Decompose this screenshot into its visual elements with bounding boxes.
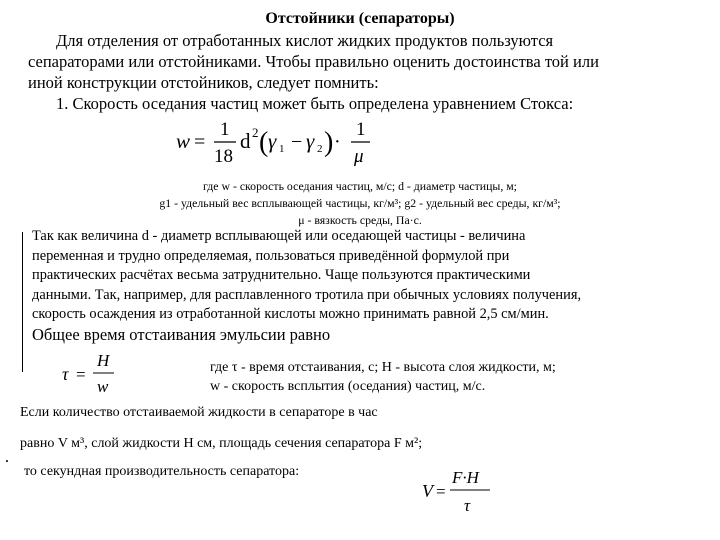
tau-legend-line-2: w - скорость всплытия (оседания) частиц, м/с. bbox=[210, 379, 486, 394]
v-den: τ bbox=[464, 496, 471, 515]
intro-line-4: 1. Скорость оседания частиц может быть определена уравнением Стокса: bbox=[56, 94, 574, 113]
total-time-heading: Общее время отстаивания эмульсии равно bbox=[32, 325, 331, 344]
page-title: Отстойники (сепараторы) bbox=[265, 10, 455, 27]
tau-formula bbox=[60, 348, 140, 400]
paragraph-line-1: Так как величина d - диаметр всплывающей или оседающей частицы - величина bbox=[32, 228, 526, 244]
formula-d: d bbox=[240, 129, 251, 153]
v-num: F·H bbox=[452, 468, 479, 487]
throughput-line: то секундная производительность сепаратора: bbox=[24, 464, 300, 479]
intro-line-1: Для отделения от отработанных кислот жидких продуктов пользуются bbox=[56, 31, 554, 50]
formula-den: 18 bbox=[214, 146, 233, 167]
formula-w: w bbox=[176, 129, 191, 153]
paragraph-line-3: практических расчётах весьма затруднительно. Чаще пользуются практическими bbox=[32, 267, 531, 284]
formula-exp: 2 bbox=[252, 125, 259, 140]
separator-params-line: равно V м³, слой жидкости H см, площадь сечения сепаратора F м²; bbox=[20, 436, 423, 451]
stray-dot bbox=[6, 460, 8, 462]
tau-lhs: τ bbox=[62, 364, 69, 384]
tau-num: H bbox=[97, 351, 110, 370]
tau-legend-line-1: где τ - время отстаивания, с; H - высота слоя жидкости, м; bbox=[210, 360, 556, 375]
tau-eq: = bbox=[76, 365, 86, 384]
formula-paren-open: ( bbox=[259, 127, 269, 158]
margin-rule bbox=[22, 232, 23, 372]
stokes-legend bbox=[90, 178, 630, 229]
intro-line-3: иной конструкции отстойников, следует помнить: bbox=[28, 73, 379, 92]
formula-gamma1: γ bbox=[268, 129, 277, 153]
intro-line-2: сепараторами или отстойниками. Чтобы правильно оценить достоинства той или bbox=[28, 52, 599, 71]
formula-num: 1 bbox=[220, 119, 230, 140]
paragraph-line-5: скорость осаждения из отработанной кислоты можно принимать равной 2,5 см/мин. bbox=[32, 306, 549, 323]
formula-mu: μ bbox=[354, 146, 364, 167]
formula-gamma2: γ bbox=[306, 129, 315, 153]
tau-legend bbox=[210, 358, 556, 396]
formula-eq: = bbox=[194, 131, 206, 153]
stokes-legend-line-3: μ - вязкость среды, Па·с. bbox=[298, 213, 422, 227]
stokes-formula bbox=[176, 115, 376, 170]
tau-den: w bbox=[97, 377, 109, 396]
paragraph-line-4: данными. Так, например, для расплавленного тротила при обычных условиях получения, bbox=[32, 286, 582, 303]
explanation-paragraph bbox=[32, 227, 672, 325]
intro-text bbox=[28, 30, 692, 114]
formula-sub2: 2 bbox=[317, 143, 323, 155]
stokes-legend-line-2: g1 - удельный вес всплывающей частицы, кг/м³; g2 - удельный вес среды, кг/м³; bbox=[159, 196, 561, 210]
paragraph-line-2: переменная и трудно определяемая, пользоваться приведённой формулой при bbox=[32, 247, 510, 264]
throughput-formula bbox=[420, 463, 500, 519]
formula-minus: − bbox=[291, 131, 303, 153]
separator-condition-line: Если количество отстаиваемой жидкости в сепараторе в час bbox=[20, 405, 378, 420]
v-lhs: V bbox=[422, 481, 433, 501]
formula-num2: 1 bbox=[356, 119, 366, 140]
formula-dot: · bbox=[334, 131, 341, 153]
formula-sub1: 1 bbox=[279, 143, 285, 155]
v-eq: = bbox=[436, 482, 446, 501]
formula-paren-close: ) bbox=[324, 127, 334, 158]
stokes-legend-line-1: где w - скорость оседания частиц, м/с; d - диаметр частицы, м; bbox=[203, 179, 517, 193]
